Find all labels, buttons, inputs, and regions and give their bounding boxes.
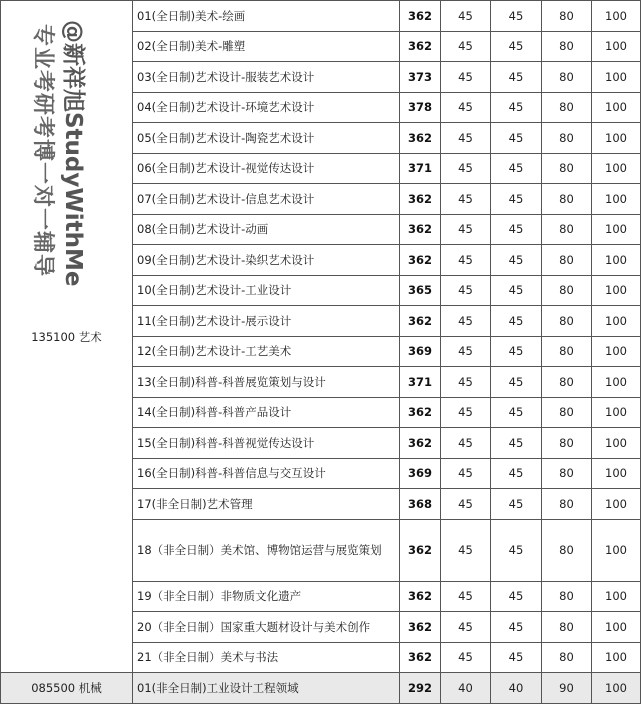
subject1-score-cell: 80 — [542, 306, 592, 337]
direction-cell: 17(非全日制)艺术管理 — [133, 489, 400, 520]
direction-cell: 12(全日制)艺术设计-工艺美术 — [133, 336, 400, 367]
subject2-score-cell: 100 — [592, 519, 641, 581]
direction-cell: 04(全日制)艺术设计-环境艺术设计 — [133, 92, 400, 123]
politics-score-cell: 45 — [441, 92, 491, 123]
politics-score-cell: 45 — [441, 367, 491, 398]
watermark-line-2: 专业考研考博一对一辅导 — [30, 24, 55, 278]
subject2-score-cell: 100 — [592, 275, 641, 306]
subject2-score-cell: 100 — [592, 397, 641, 428]
subject2-score-cell: 100 — [592, 612, 641, 643]
language-score-cell: 45 — [491, 31, 542, 62]
subject2-score-cell: 100 — [592, 184, 641, 215]
subject-label: 135100 艺术 — [31, 329, 102, 344]
direction-cell: 15(全日制)科普-科普视觉传达设计 — [133, 428, 400, 459]
total-score-cell: 369 — [400, 336, 441, 367]
direction-cell: 14(全日制)科普-科普产品设计 — [133, 397, 400, 428]
politics-score-cell: 45 — [441, 489, 491, 520]
subject2-score-cell: 100 — [592, 581, 641, 612]
subject2-score-cell: 100 — [592, 123, 641, 154]
total-score-cell: 371 — [400, 367, 441, 398]
subject1-score-cell: 80 — [542, 581, 592, 612]
politics-score-cell: 45 — [441, 306, 491, 337]
subject2-score-cell: 100 — [592, 336, 641, 367]
total-score-cell: 373 — [400, 62, 441, 93]
subject1-score-cell: 80 — [542, 458, 592, 489]
subject2-score-cell: 100 — [592, 153, 641, 184]
total-score-cell: 369 — [400, 458, 441, 489]
direction-cell: 20（非全日制）国家重大题材设计与美术创作 — [133, 612, 400, 643]
subject-cell-art — [1, 1, 133, 673]
subject2-score-cell: 100 — [592, 306, 641, 337]
subject2-score-cell: 100 — [592, 62, 641, 93]
subject-cell-mech — [1, 673, 133, 704]
subject1-score-cell: 80 — [542, 519, 592, 581]
subject2-score-cell: 100 — [592, 92, 641, 123]
total-score-cell: 365 — [400, 275, 441, 306]
politics-score-cell: 45 — [441, 428, 491, 459]
total-score-cell: 378 — [400, 92, 441, 123]
direction-cell: 09(全日制)艺术设计-染织艺术设计 — [133, 245, 400, 276]
subject2-score-cell: 100 — [592, 367, 641, 398]
politics-score-cell: 45 — [441, 336, 491, 367]
subject2-score-cell: 100 — [592, 1, 641, 32]
politics-score-cell: 45 — [441, 62, 491, 93]
total-score-cell: 362 — [400, 612, 441, 643]
politics-score-cell: 45 — [441, 458, 491, 489]
politics-score-cell: 45 — [441, 1, 491, 32]
subject1-score-cell: 80 — [542, 642, 592, 673]
subject1-score-cell: 80 — [542, 123, 592, 154]
subject1-score-cell: 80 — [542, 62, 592, 93]
politics-score-cell: 45 — [441, 123, 491, 154]
total-score-cell: 292 — [400, 673, 441, 704]
table-row — [1, 1, 641, 32]
subject2-score-cell: 100 — [592, 642, 641, 673]
subject1-score-cell: 80 — [542, 428, 592, 459]
subject2-score-cell: 100 — [592, 489, 641, 520]
total-score-cell: 362 — [400, 184, 441, 215]
politics-score-cell: 45 — [441, 581, 491, 612]
direction-cell: 01(全日制)美术-绘画 — [133, 1, 400, 32]
direction-cell: 07(全日制)艺术设计-信息艺术设计 — [133, 184, 400, 215]
subject1-score-cell: 80 — [542, 336, 592, 367]
subject1-score-cell: 80 — [542, 214, 592, 245]
subject1-score-cell: 80 — [542, 153, 592, 184]
language-score-cell: 45 — [491, 489, 542, 520]
total-score-cell: 362 — [400, 642, 441, 673]
direction-cell: 10(全日制)艺术设计-工业设计 — [133, 275, 400, 306]
politics-score-cell: 45 — [441, 612, 491, 643]
direction-cell: 21（非全日制）美术与书法 — [133, 642, 400, 673]
total-score-cell: 371 — [400, 153, 441, 184]
subject1-score-cell: 90 — [542, 673, 592, 704]
politics-score-cell: 45 — [441, 397, 491, 428]
subject1-score-cell: 80 — [542, 1, 592, 32]
language-score-cell: 45 — [491, 642, 542, 673]
total-score-cell: 362 — [400, 214, 441, 245]
total-score-cell: 362 — [400, 245, 441, 276]
total-score-cell: 362 — [400, 397, 441, 428]
direction-cell: 06(全日制)艺术设计-视觉传达设计 — [133, 153, 400, 184]
language-score-cell: 45 — [491, 92, 542, 123]
subject1-score-cell: 80 — [542, 367, 592, 398]
total-score-cell: 362 — [400, 123, 441, 154]
language-score-cell: 45 — [491, 123, 542, 154]
language-score-cell: 45 — [491, 62, 542, 93]
politics-score-cell: 45 — [441, 31, 491, 62]
direction-cell: 16(全日制)科普-科普信息与交互设计 — [133, 458, 400, 489]
politics-score-cell: 45 — [441, 184, 491, 215]
watermark-line-1: @新祥旭StudyWithMe — [60, 20, 86, 287]
subject1-score-cell: 80 — [542, 275, 592, 306]
subject1-score-cell: 80 — [542, 397, 592, 428]
subject2-score-cell: 100 — [592, 458, 641, 489]
subject2-score-cell: 100 — [592, 428, 641, 459]
direction-cell: 19（非全日制）非物质文化遗产 — [133, 581, 400, 612]
subject2-score-cell: 100 — [592, 214, 641, 245]
subject2-score-cell: 100 — [592, 31, 641, 62]
language-score-cell: 45 — [491, 581, 542, 612]
language-score-cell: 45 — [491, 336, 542, 367]
total-score-cell: 362 — [400, 306, 441, 337]
direction-cell: 18（非全日制）美术馆、博物馆运营与展览策划 — [133, 519, 400, 581]
politics-score-cell: 45 — [441, 642, 491, 673]
language-score-cell: 45 — [491, 184, 542, 215]
language-score-cell: 45 — [491, 519, 542, 581]
direction-cell: 08(全日制)艺术设计-动画 — [133, 214, 400, 245]
politics-score-cell: 45 — [441, 245, 491, 276]
politics-score-cell: 45 — [441, 214, 491, 245]
subject1-score-cell: 80 — [542, 612, 592, 643]
subject1-score-cell: 80 — [542, 245, 592, 276]
total-score-cell: 368 — [400, 489, 441, 520]
language-score-cell: 45 — [491, 1, 542, 32]
language-score-cell: 45 — [491, 214, 542, 245]
subject1-score-cell: 80 — [542, 489, 592, 520]
language-score-cell: 45 — [491, 428, 542, 459]
subject-label: 085500 机械 — [31, 680, 102, 695]
total-score-cell: 362 — [400, 428, 441, 459]
politics-score-cell: 40 — [441, 673, 491, 704]
total-score-cell: 362 — [400, 1, 441, 32]
politics-score-cell: 45 — [441, 153, 491, 184]
politics-score-cell: 45 — [441, 519, 491, 581]
subject2-score-cell: 100 — [592, 673, 641, 704]
language-score-cell: 45 — [491, 397, 542, 428]
direction-cell: 01(非全日制)工业设计工程领域 — [133, 673, 400, 704]
subject2-score-cell: 100 — [592, 245, 641, 276]
table-row — [1, 673, 641, 704]
politics-score-cell: 45 — [441, 275, 491, 306]
language-score-cell: 45 — [491, 306, 542, 337]
language-score-cell: 45 — [491, 458, 542, 489]
direction-cell: 11(全日制)艺术设计-展示设计 — [133, 306, 400, 337]
direction-cell: 03(全日制)艺术设计-服装艺术设计 — [133, 62, 400, 93]
direction-cell: 13(全日制)科普-科普展览策划与设计 — [133, 367, 400, 398]
language-score-cell: 40 — [491, 673, 542, 704]
language-score-cell: 45 — [491, 367, 542, 398]
total-score-cell: 362 — [400, 519, 441, 581]
subject1-score-cell: 80 — [542, 31, 592, 62]
direction-cell: 02(全日制)美术-雕塑 — [133, 31, 400, 62]
language-score-cell: 45 — [491, 275, 542, 306]
language-score-cell: 45 — [491, 612, 542, 643]
total-score-cell: 362 — [400, 581, 441, 612]
subject1-score-cell: 80 — [542, 184, 592, 215]
subject1-score-cell: 80 — [542, 92, 592, 123]
language-score-cell: 45 — [491, 245, 542, 276]
total-score-cell: 362 — [400, 31, 441, 62]
direction-cell: 05(全日制)艺术设计-陶瓷艺术设计 — [133, 123, 400, 154]
language-score-cell: 45 — [491, 153, 542, 184]
